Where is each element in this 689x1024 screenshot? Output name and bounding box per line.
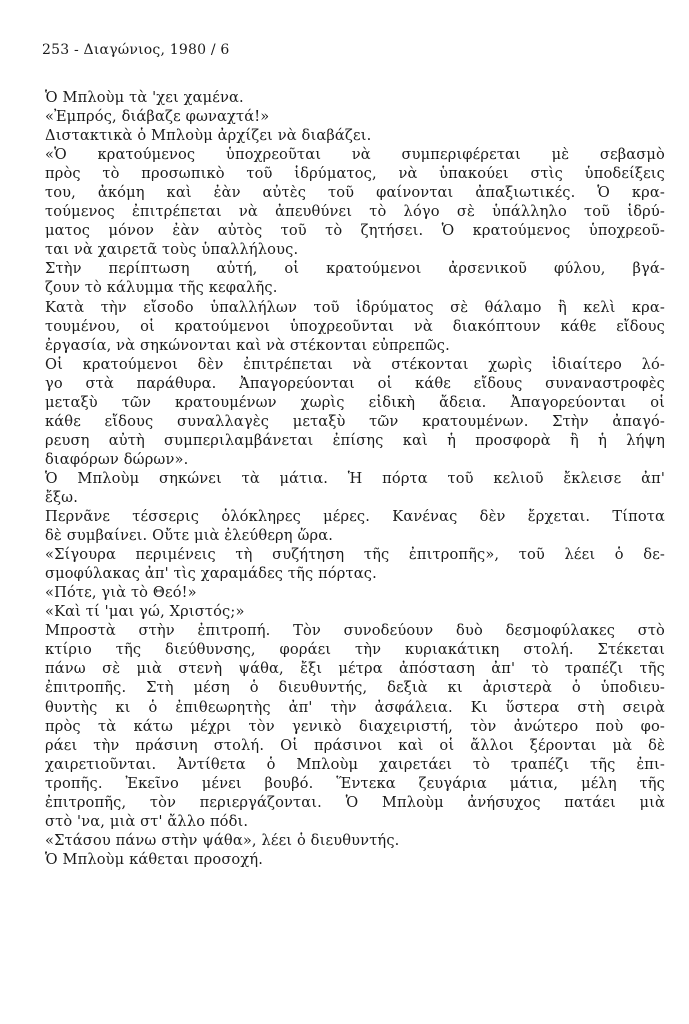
text-line: διαφόρων δώρων». xyxy=(45,450,189,468)
text-line: Ὁ Μπλοὺμ σηκώνει τὰ μάτια. Ἡ πόρτα τοῦ κελιοῦ ἔκλεισε ἀπ' xyxy=(45,469,665,487)
text-line: σμοφύλακας ἀπ' τὶς χαραμάδες τῆς πόρτας. xyxy=(45,565,377,583)
text-line: του, ἀκόμη καὶ ἐὰν αὐτὲς τοῦ φαίνονται ἀπαξιωτικές. Ὁ κρα- xyxy=(45,184,665,202)
text-line: ἔξω. xyxy=(45,488,79,506)
text-line: πάνω σὲ μιὰ στενὴ ψάθα, ἔξι μέτρα ἀπόσταση ἀπ' τὸ τραπέζι τῆς xyxy=(45,660,665,678)
text-line: πρὸς τὸ προσωπικὸ τοῦ ἱδρύματος, νὰ ὑπακούει στὶς ὑποδείξεις xyxy=(45,165,665,183)
text-line: ται νὰ χαιρετᾶ τοὺς ὑπαλλήλους. xyxy=(45,241,299,259)
text-line: γο στὰ παράθυρα. Ἀπαγορεύονται οἱ κάθε εἴδους συναναστροφὲς xyxy=(45,374,665,392)
text-line: Περνᾶνε τέσσερις ὁλόκληρες μέρες. Κανένας δὲν ἔρχεται. Τίποτα xyxy=(45,508,665,526)
running-header: 253 - Διαγώνιος, 1980 / 6 xyxy=(42,42,230,58)
text-line: ἐργασία, νὰ σηκώνονται καὶ νὰ στέκονται εὐπρεπῶς. xyxy=(45,336,450,354)
text-line: ρευση αὐτὴ συμπεριλαμβάνεται ἐπίσης καὶ ἡ προσφορὰ ἢ ἡ λήψη xyxy=(45,431,665,449)
text-line: Στὴν περίπτωση αὐτή, οἱ κρατούμενοι ἀρσενικοῦ φύλου, βγά- xyxy=(45,260,665,278)
text-line: Ὁ Μπλοὺμ κάθεται προσοχή. xyxy=(45,850,264,868)
text-line: ἐπιτροπῆς, τὸν περιεργάζονται. Ὁ Μπλοὺμ ἀνήσυχος πατάει μιὰ xyxy=(45,793,665,811)
text-line: στὸ 'να, μιὰ στ' ἄλλο πόδι. xyxy=(45,812,249,830)
body-text xyxy=(45,88,665,869)
text-line: Κατὰ τὴν εἴσοδο ὑπαλλήλων τοῦ ἱδρύματος σὲ θάλαμο ἢ κελὶ κρα- xyxy=(45,298,665,316)
text-line: τροπῆς. Ἐκεῖνο μένει βουβό. Ἕντεκα ζευγάρια μάτια, μέλη τῆς xyxy=(45,774,665,792)
text-line: Διστακτικὰ ὁ Μπλοὺμ ἀρχίζει νὰ διαβάζει. xyxy=(45,127,372,145)
text-line: κάθε εἴδους συναλλαγὲς μεταξὺ τῶν κρατουμένων. Στὴν ἀπαγό- xyxy=(45,412,665,430)
text-line: τουμένου, οἱ κρατούμενοι ὑποχρεοῦνται νὰ διακόπτουν κάθε εἴδους xyxy=(45,317,665,335)
text-line: κτίριο τῆς διεύθυνσης, φοράει τὴν κυριακάτικη στολή. Στέκεται xyxy=(45,641,665,659)
text-line: «Σίγουρα περιμένεις τὴ συζήτηση τῆς ἐπιτροπῆς», τοῦ λέει ὁ δε- xyxy=(45,546,665,564)
text-line: τούμενος ἐπιτρέπεται νὰ ἀπευθύνει τὸ λόγο σὲ ὑπάλληλο τοῦ ἱδρύ- xyxy=(45,203,665,221)
text-line: Μπροστὰ στὴν ἐπιτροπή. Τὸν συνοδεύουν δυὸ δεσμοφύλακες στὸ xyxy=(45,622,665,640)
text-line: μεταξὺ τῶν κρατουμένων χωρὶς εἰδικὴ ἄδεια. Ἀπαγορεύονται οἱ xyxy=(45,393,665,411)
text-line: «Καὶ τί 'μαι γώ, Χριστός;» xyxy=(45,603,245,621)
text-line: ἐπιτροπῆς. Στὴ μέση ὁ διευθυντής, δεξιὰ κι ἀριστερὰ ὁ ὑποδιευ- xyxy=(45,679,665,697)
text-line: ράει τὴν πράσινη στολή. Οἱ πράσινοι καὶ οἱ ἄλλοι ξέρονται μὰ δὲ xyxy=(45,736,665,754)
text-line: θυντὴς κι ὁ ἐπιθεωρητὴς ἀπ' τὴν ἀσφάλεια. Κι ὕστερα στὴ σειρὰ xyxy=(45,698,665,716)
text-line: χαιρετιοῦνται. Ἀντίθετα ὁ Μπλοὺμ χαιρετάει τὸ τραπέζι τῆς ἐπι- xyxy=(45,755,665,773)
text-line: «Στάσου πάνω στὴν ψάθα», λέει ὁ διευθυντής. xyxy=(45,831,400,849)
text-line: πρὸς τὰ κάτω μέχρι τὸν γενικὸ διαχειριστή, τὸν ἀνώτερο ποὺ φο- xyxy=(45,717,665,735)
text-line: δὲ συμβαίνει. Οὔτε μιὰ ἐλεύθερη ὥρα. xyxy=(45,527,334,545)
text-line: Οἱ κρατούμενοι δὲν ἐπιτρέπεται νὰ στέκονται χωρὶς ἰδιαίτερο λό- xyxy=(45,355,665,373)
text-line: «Ἐμπρός, διάβαζε φωναχτά!» xyxy=(45,108,270,126)
text-line: ζουν τὸ κάλυμμα τῆς κεφαλῆς. xyxy=(45,279,278,297)
text-line: «Ὁ κρατούμενος ὑποχρεοῦται νὰ συμπεριφέρεται μὲ σεβασμὸ xyxy=(45,146,665,164)
text-line: Ὁ Μπλοὺμ τὰ 'χει χαμένα. xyxy=(45,89,244,106)
text-line: «Πότε, γιὰ τὸ Θεό!» xyxy=(45,584,197,602)
text-line: ματος μόνον ἐὰν αὐτὸς τοῦ τὸ ζητήσει. Ὁ κρατούμενος ὑποχρεοῦ- xyxy=(45,222,665,240)
